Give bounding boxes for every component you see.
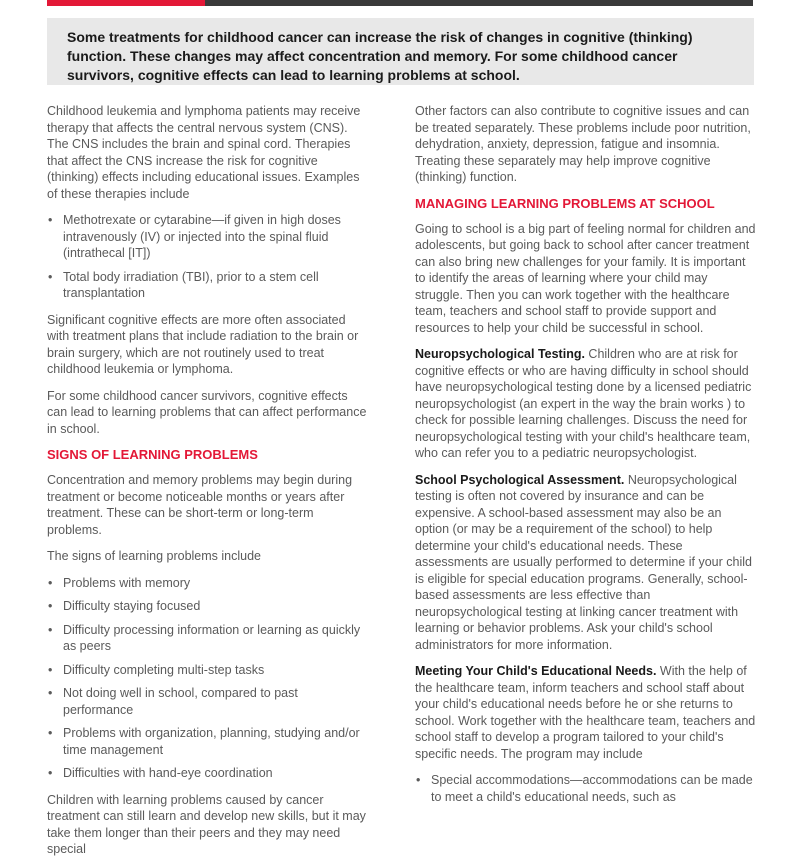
intro-paragraph: Childhood leukemia and lymphoma patients may receive therapy that affects the central nervous system (CNS). The CNS includes the brain and spinal cord. Therapies that affect the CNS increase the risk for cognitive (thinking) effects including educational issues. Examples of these therapies include: [47, 104, 361, 201]
list-item: • Difficulty completing multi-step tasks: [47, 662, 367, 679]
header-title-bar: [205, 0, 753, 6]
right-column: [415, 103, 757, 815]
list-item: • Total body irradiation (TBI), prior to a stem cell transplantation: [47, 269, 367, 302]
managing-heading: MANAGING LEARNING PROBLEMS AT SCHOOL: [415, 195, 715, 211]
signs-list: [47, 575, 367, 782]
callout-text: Some treatments for childhood cancer can increase the risk of changes in cognitive (thinking) function. These changes may affect concentration and memory. For some childhood cancer survivors, cognitive effects can lead to learning problems at school.: [67, 29, 693, 83]
list-item: • Difficulty staying focused: [47, 598, 367, 615]
significant-effects-paragraph: Significant cognitive effects are more often associated with treatment plans that include radiation to the brain or brain surgery, which are not routinely used to treat childhood leukemia or lymphoma.: [47, 312, 359, 376]
list-item: • Problems with memory: [47, 575, 367, 592]
school-assessment-paragraph: [415, 472, 757, 654]
list-item: • Special accommodations—accommodations can be made to meet a child's educational needs, such as: [415, 772, 757, 805]
educational-needs-lead: Meeting Your Child's Educational Needs.: [415, 664, 657, 678]
going-to-school-paragraph: Going to school is a big part of feeling normal for children and adolescents, but going back to school after cancer treatment can also bring new challenges for your family. It is important to identify the areas of learning where your child may struggle. Then you can work together with the healthcare team, teachers and school staff to provide support and resources to help your child be successful in school.: [415, 221, 756, 335]
educational-needs-text: With the help of the healthcare team, inform teachers and school staff about your child's educational needs before he or she returns to school. Work together with the healthcare team, teachers and school staff to develop a program tailored to your child's specific needs. The program may include: [415, 664, 756, 761]
list-item: • Problems with organization, planning, studying and/or time management: [47, 725, 367, 758]
list-item: • Difficulties with hand-eye coordination: [47, 765, 367, 782]
signs-heading: SIGNS OF LEARNING PROBLEMS: [47, 447, 258, 462]
educational-needs-paragraph: [415, 663, 757, 762]
school-assessment-text: Neuropsychological testing is often not covered by insurance and can be expensive. A school-based assessment may also be an option (or may be a requirement of the school) to help determine your child's educational needs. These assessments are usually performed to determine if your child is eligible for special education programs. Generally, school-based assessments are less effective than neuropsychological testing at linking cancer treatment with learning or behavior problems. Ask your child's school administrators for more information.: [415, 472, 752, 652]
header-accent-bar: [47, 0, 205, 6]
neuro-testing-paragraph: [415, 346, 757, 462]
school-assessment-lead: School Psychological Assessment.: [415, 472, 625, 487]
concentration-paragraph: Concentration and memory problems may begin during treatment or become noticeable months or years after treatment. These can be short-term or long-term problems.: [47, 473, 353, 537]
neuro-testing-text: Children who are at risk for cognitive effects or who are having difficulty in school should have neuropsychological testing done by a licensed pediatric neuropsychologist (an expert in the way the brain works ) to check for possible learning challenges. Discuss the need for neuropsychological testing with your child's healthcare team, who can refer you to a pediatric neuropsychologist.: [415, 347, 752, 460]
other-factors-paragraph: Other factors can also contribute to cognitive issues and can be treated separately. These problems include poor nutrition, dehydration, anxiety, depression, fatigue and insomnia. Treating these separately may help improve cognitive (thinking) function.: [415, 104, 751, 184]
therapies-list: [47, 212, 367, 302]
survivors-paragraph: For some childhood cancer survivors, cognitive effects can lead to learning problems that can affect performance in school.: [47, 388, 367, 436]
closing-paragraph: Children with learning problems caused by cancer treatment can still learn and develop new skills, but it may take them longer than their peers and they may need special: [47, 792, 366, 856]
signs-intro: The signs of learning problems include: [47, 549, 262, 563]
list-item: • Methotrexate or cytarabine—if given in high doses intravenously (IV) or injected into the spinal fluid (intrathecal [IT]): [47, 212, 367, 262]
list-item: • Not doing well in school, compared to past performance: [47, 685, 367, 718]
neuro-testing-lead: Neuropsychological Testing.: [415, 347, 585, 361]
left-column: [47, 103, 367, 868]
key-message-callout: [47, 18, 754, 85]
list-item: • Difficulty processing information or learning as quickly as peers: [47, 622, 367, 655]
program-list: [415, 772, 757, 805]
